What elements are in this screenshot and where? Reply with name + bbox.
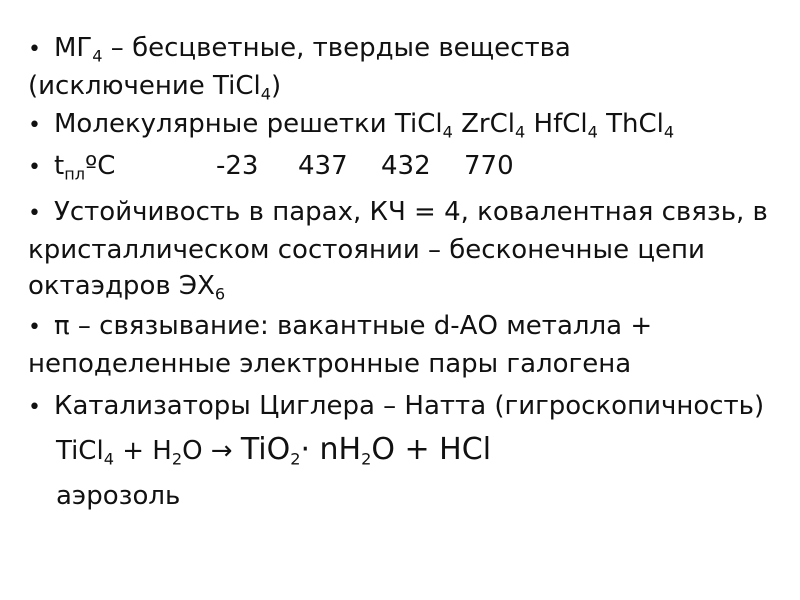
formula: ZrCl (461, 109, 515, 139)
text: t (54, 151, 65, 181)
formula: TiCl (394, 109, 443, 139)
subscript: 4 (515, 122, 526, 142)
text: · nH (300, 432, 362, 467)
subscript: 4 (442, 122, 453, 142)
text: Молекулярные решетки (54, 109, 395, 139)
bullet-item-5 (28, 308, 778, 382)
unit: ºC (85, 151, 116, 181)
formula: HfCl (533, 109, 588, 139)
aerosol-label: аэрозоль (56, 481, 181, 511)
text: TiO (240, 432, 291, 467)
text: Устойчивость в парах, КЧ = 4, ковалентная связь, в (54, 197, 768, 227)
subscript: 2 (361, 449, 372, 469)
subscript: 4 (260, 84, 271, 104)
subscript: 4 (92, 46, 103, 66)
subscript: 4 (103, 449, 114, 469)
melting-point-value: 437 (298, 151, 348, 181)
bullet-marker: • (28, 315, 41, 340)
subscript: 4 (663, 122, 675, 142)
formula: ThCl (606, 109, 664, 139)
bullet-item-2 (28, 106, 778, 144)
text: кристаллическом состоянии – бесконечные цепи (28, 235, 705, 265)
text: неподеленные электронные пары галогена (28, 349, 632, 379)
text: МГ (54, 33, 93, 63)
melting-point-value: 770 (464, 151, 514, 181)
text: октаэдров ЭХ (28, 271, 215, 301)
subscript: 2 (290, 449, 301, 469)
subscript: 6 (214, 284, 226, 304)
text: Катализаторы Циглера – Натта (гигроскопичность) (54, 391, 765, 421)
text: O + HCl (371, 432, 492, 467)
bullet-marker: • (28, 155, 41, 180)
bullet-item-3 (28, 148, 778, 186)
text: (исключение TiCl (28, 71, 261, 101)
reaction-equation (56, 432, 491, 469)
text: – бесцветные, твердые вещества (102, 33, 571, 63)
melting-point-value: -23 (216, 151, 259, 181)
bullet-item-6 (28, 388, 778, 426)
subscript: 4 (587, 122, 598, 142)
text: ) (271, 71, 282, 101)
bullet-marker: • (28, 395, 41, 420)
bullet-item-1 (28, 30, 778, 104)
melting-point-value: 432 (381, 151, 431, 181)
text: O → (182, 436, 241, 466)
text: TiCl (56, 436, 104, 466)
bullet-marker: • (28, 37, 41, 62)
text: π – связывание: вакантные d-АО металла + (54, 311, 653, 341)
subscript: пл (64, 164, 86, 184)
text: + H (113, 436, 172, 466)
bullet-item-4 (28, 194, 778, 304)
bullet-marker: • (28, 201, 41, 226)
bullet-marker: • (28, 113, 41, 138)
subscript: 2 (171, 449, 183, 469)
